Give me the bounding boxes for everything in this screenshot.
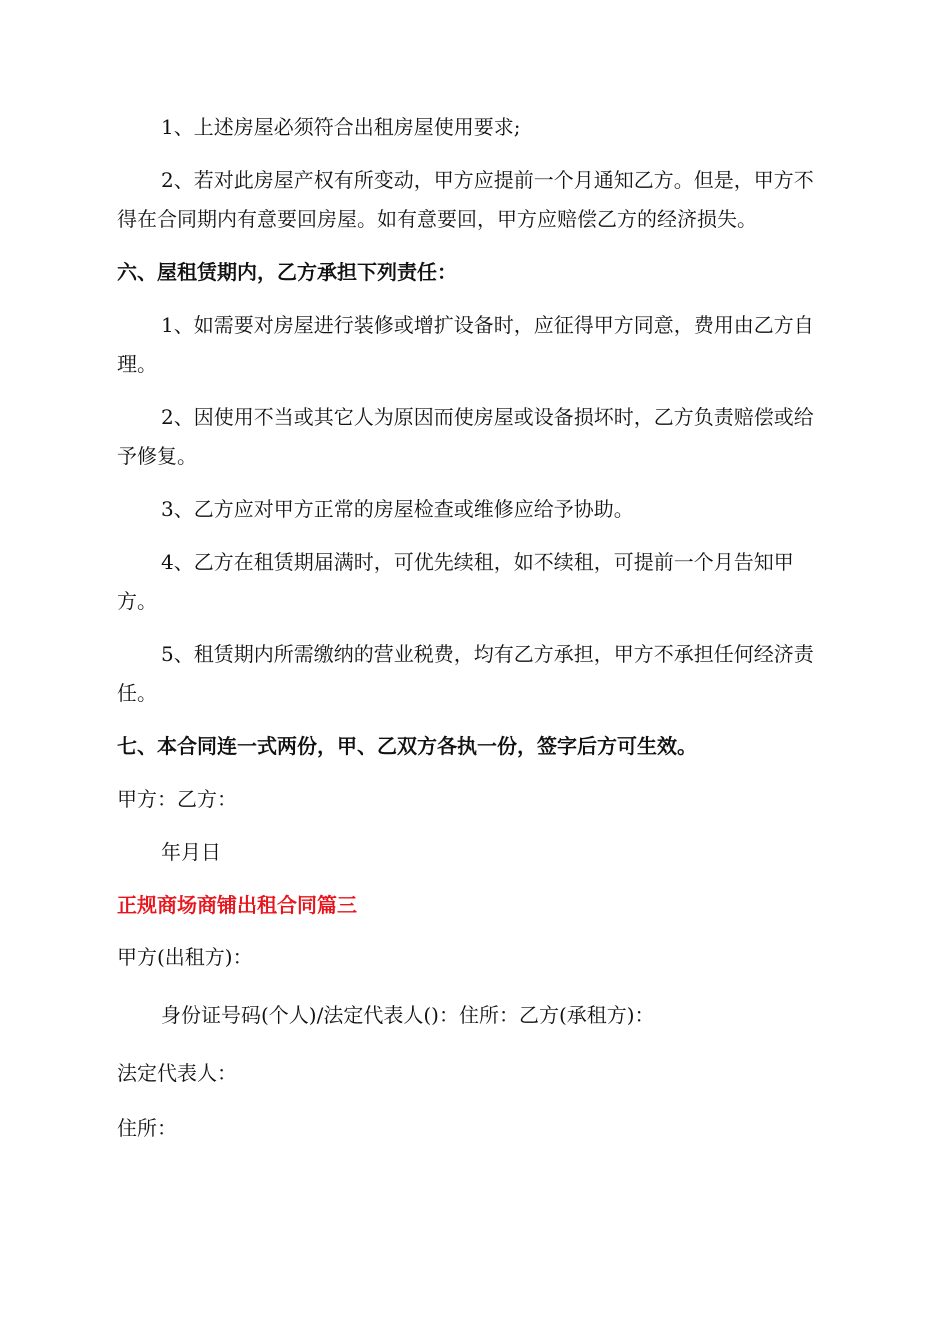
- signature-parties: 甲方：乙方：: [117, 787, 237, 811]
- clause-5-item-1: 1、上述房屋必须符合出租房屋使用要求;: [161, 115, 521, 139]
- party-a-label: 甲方(出租方)：: [117, 945, 253, 969]
- legal-representative-label: 法定代表人：: [117, 1061, 237, 1085]
- section-6-heading: 六、屋租赁期内，乙方承担下列责任：: [117, 260, 457, 284]
- clause-6-item-2: 2、因使用不当或其它人为原因而使房屋或设备损坏时，乙方负责赔偿或给予修复。: [117, 405, 814, 468]
- clause-6-item-1: 1、如需要对房屋进行装修或增扩设备时，应征得甲方同意，费用由乙方自理。: [117, 313, 814, 376]
- document-body: [117, 108, 833, 1148]
- clause-6-item-4: 4、乙方在租赁期届满时，可优先续租，如不续租，可提前一个月告知甲方。: [117, 550, 794, 613]
- address-label: 住所：: [117, 1116, 177, 1140]
- contract-part-3-title: 正规商场商铺出租合同篇三: [117, 893, 357, 917]
- signature-date: 年月日: [161, 840, 221, 864]
- section-7-heading: 七、本合同连一式两份，甲、乙双方各执一份，签字后方可生效。: [117, 734, 697, 758]
- id-and-party-b-line: 身份证号码(个人)/法定代表人()：住所：乙方(承租方)：: [161, 1003, 655, 1027]
- clause-6-item-3: 3、乙方应对甲方正常的房屋检查或维修应给予协助。: [161, 497, 634, 521]
- clause-6-item-5: 5、租赁期内所需缴纳的营业税费，均有乙方承担，甲方不承担任何经济责任。: [117, 642, 814, 705]
- clause-5-item-2: 2、若对此房屋产权有所变动，甲方应提前一个月通知乙方。但是，甲方不得在合同期内有意要回房屋。如有意要回，甲方应赔偿乙方的经济损失。: [117, 168, 814, 231]
